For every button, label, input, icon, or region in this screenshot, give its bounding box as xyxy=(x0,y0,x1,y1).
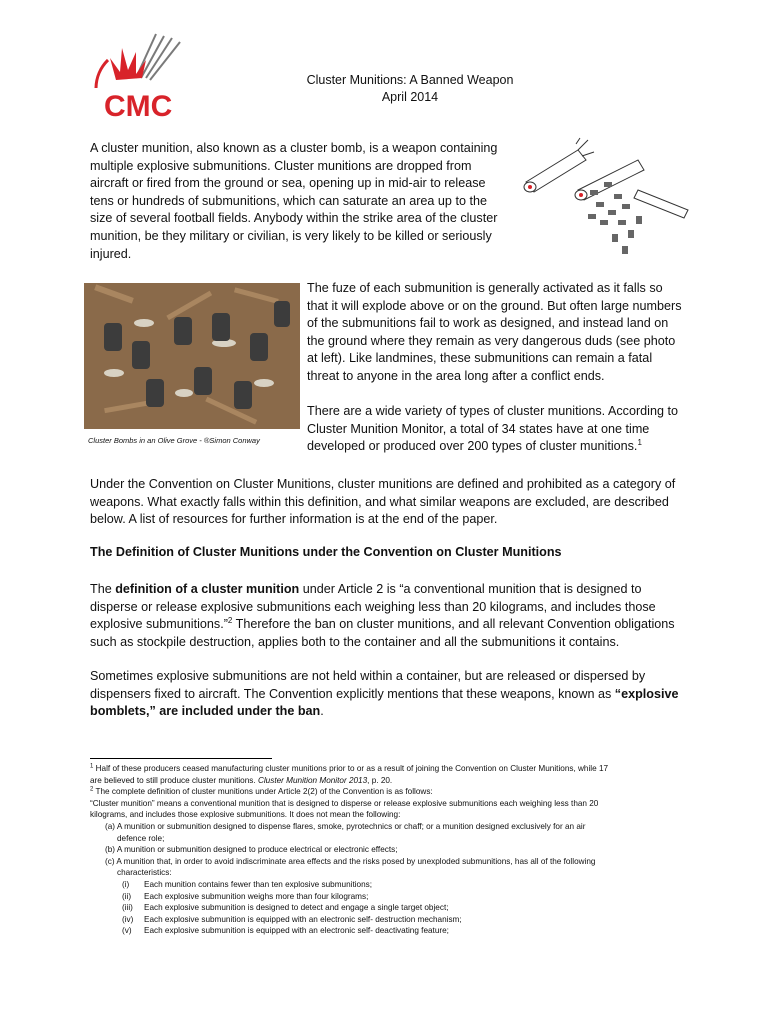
definition-lead: The xyxy=(90,582,116,596)
document-title: Cluster Munitions: A Banned Weapon xyxy=(306,73,514,87)
definition-line-1: “Cluster munition” means a conventional munition that is designed to disperse or release explosive submunitions each weighing less than 20 xyxy=(90,798,599,808)
list-item xyxy=(90,902,690,914)
footnotes xyxy=(90,763,690,937)
bomblets-paragraph xyxy=(90,668,690,721)
olive-grove-photo xyxy=(84,283,300,429)
list-item-text: Each explosive submunition is designed to detect and engage a single target object; xyxy=(144,903,449,913)
footnote-2-number: 2 xyxy=(90,786,94,793)
munition-illustration xyxy=(518,130,698,260)
list-item-text: Each munition contains fewer than ten explosive submunitions; xyxy=(144,879,373,889)
list-item-number: (iv) xyxy=(122,914,134,924)
footnote-1-text-2: are believed to still produce cluster munitions. xyxy=(90,775,258,785)
footnote-1-text: Half of these producers ceased manufacturing cluster munitions prior to or as a result of joining the Convention on Cluster Munitions, while 17 xyxy=(93,764,609,773)
cmc-logo xyxy=(86,30,186,120)
document-date: April 2014 xyxy=(381,90,439,104)
convention-paragraph: Under the Convention on Cluster Munitions, cluster munitions are defined and prohibited as a category of weapons. What exactly falls within this definition, and what similar weapons are excluded, are described below. A list of resources for further information is at the end of the paper. xyxy=(90,477,676,527)
footnote-divider xyxy=(90,758,272,759)
list-item-text: Each explosive submunition is equipped with an electronic self- destruction mechanism; xyxy=(144,914,462,924)
photo-caption: Cluster Bombs in an Olive Grove - ®Simon Conway xyxy=(88,436,260,445)
definition-text: under Article 2 is “a conventional munition that is designed to disperse or release explosive submunitions each weighing less than 20 kilograms, and includes those explosive submunitions.” xyxy=(90,582,656,632)
footnote-ref-1: 1 xyxy=(637,438,642,447)
list-item-text: Each explosive submunition weighs more than four kilograms; xyxy=(144,891,369,901)
footnote-1-line-2 xyxy=(90,775,690,787)
footnote-2-text: The complete definition of cluster munitions under Article 2(2) of the Convention is as follows: xyxy=(93,787,433,797)
list-item-number: (iii) xyxy=(122,903,133,913)
cmc-logo-graphic xyxy=(86,30,186,120)
list-item xyxy=(90,914,690,926)
clause-a-line-1: (a) A munition or submunition designed to dispense flares, smoke, pyrotechnics or chaff; or a munition designed exclusively for an air xyxy=(105,821,586,831)
definition-rest: Therefore the ban on cluster munitions, and all relevant Convention obligations such as stockpile destruction, applies both to the container and all the submunitions it contains. xyxy=(90,617,675,649)
list-item xyxy=(90,925,690,937)
clause-b: (b) A munition or submunition designed to produce electrical or electronic effects; xyxy=(105,845,398,855)
footnote-2-line-1 xyxy=(90,786,690,798)
bomblets-text: Sometimes explosive submunitions are not held within a container, but are released or dispersed by dispensers fixed to aircraft. The Convention explicitly mentions that these weapons, known as xyxy=(90,669,646,701)
clause-c-line-1: (c) A munition that, in order to avoid indiscriminate area effects and the risks posed by unexploded submunitions, has all of the following xyxy=(105,856,596,866)
footnote-1-line-1 xyxy=(90,763,690,775)
intro-paragraph: A cluster munition, also known as a cluster bomb, is a weapon containing multiple explosive submunitions. Cluster munitions are dropped from aircraft or fired from the ground or sea, opening up in mid-air to release tens or hundreds of submunitions, which can saturate an area up to the size of several football fields. Anybody within the strike area of the cluster munition, be they military or civilian, is very likely to be killed or seriously injured. xyxy=(90,141,498,261)
footnote-1-page: , p. 20. xyxy=(367,775,393,785)
list-item-text: Each explosive submunition is equipped with an electronic self- deactivating feature; xyxy=(144,926,449,936)
cluster-munition-diagram xyxy=(518,130,698,260)
list-item-number: (i) xyxy=(122,879,130,889)
clause-c-line-2: characteristics: xyxy=(117,868,172,878)
footnote-1-source: Cluster Munition Monitor 2013 xyxy=(257,775,368,785)
footnote-1-number: 1 xyxy=(90,763,94,770)
definition-bold: definition of a cluster munition xyxy=(115,582,300,596)
types-text: There are a wide variety of types of cluster munitions. According to Cluster Munition Monitor, a total of 34 states have at one time developed or produced over 200 types of cluster munitions. xyxy=(307,404,678,454)
cluster-bombs-photo xyxy=(84,283,300,429)
list-item-number: (v) xyxy=(122,926,132,936)
definition-paragraph xyxy=(90,581,690,651)
list-item xyxy=(90,879,690,891)
bomblets-bold: “explosive bomblets,” are included under the ban xyxy=(90,686,679,719)
definition-line-2: kilograms, and includes those explosive submunitions. It does not mean the following: xyxy=(90,810,401,820)
list-item-number: (ii) xyxy=(122,891,132,901)
bomblets-end: . xyxy=(320,704,324,719)
footnote-ref-2: 2 xyxy=(227,616,233,625)
svg-text:CMC: CMC xyxy=(104,90,173,120)
fuze-paragraph: The fuze of each submunition is generally activated as it falls so that it will explode above or on the ground. But often large numbers of the submunitions fail to work as designed, and instead land on the ground where they remain as very dangerous duds (see photo at left). Like landmines, these submunitions can remain a fatal threat to anyone in the area long after a conflict ends. xyxy=(307,281,682,383)
section-heading: The Definition of Cluster Munitions under the Convention on Cluster Munitions xyxy=(90,545,562,559)
clause-a-line-2: defence role; xyxy=(117,833,165,843)
list-item xyxy=(90,891,690,903)
types-paragraph xyxy=(307,403,692,456)
document-title-block xyxy=(250,72,570,106)
